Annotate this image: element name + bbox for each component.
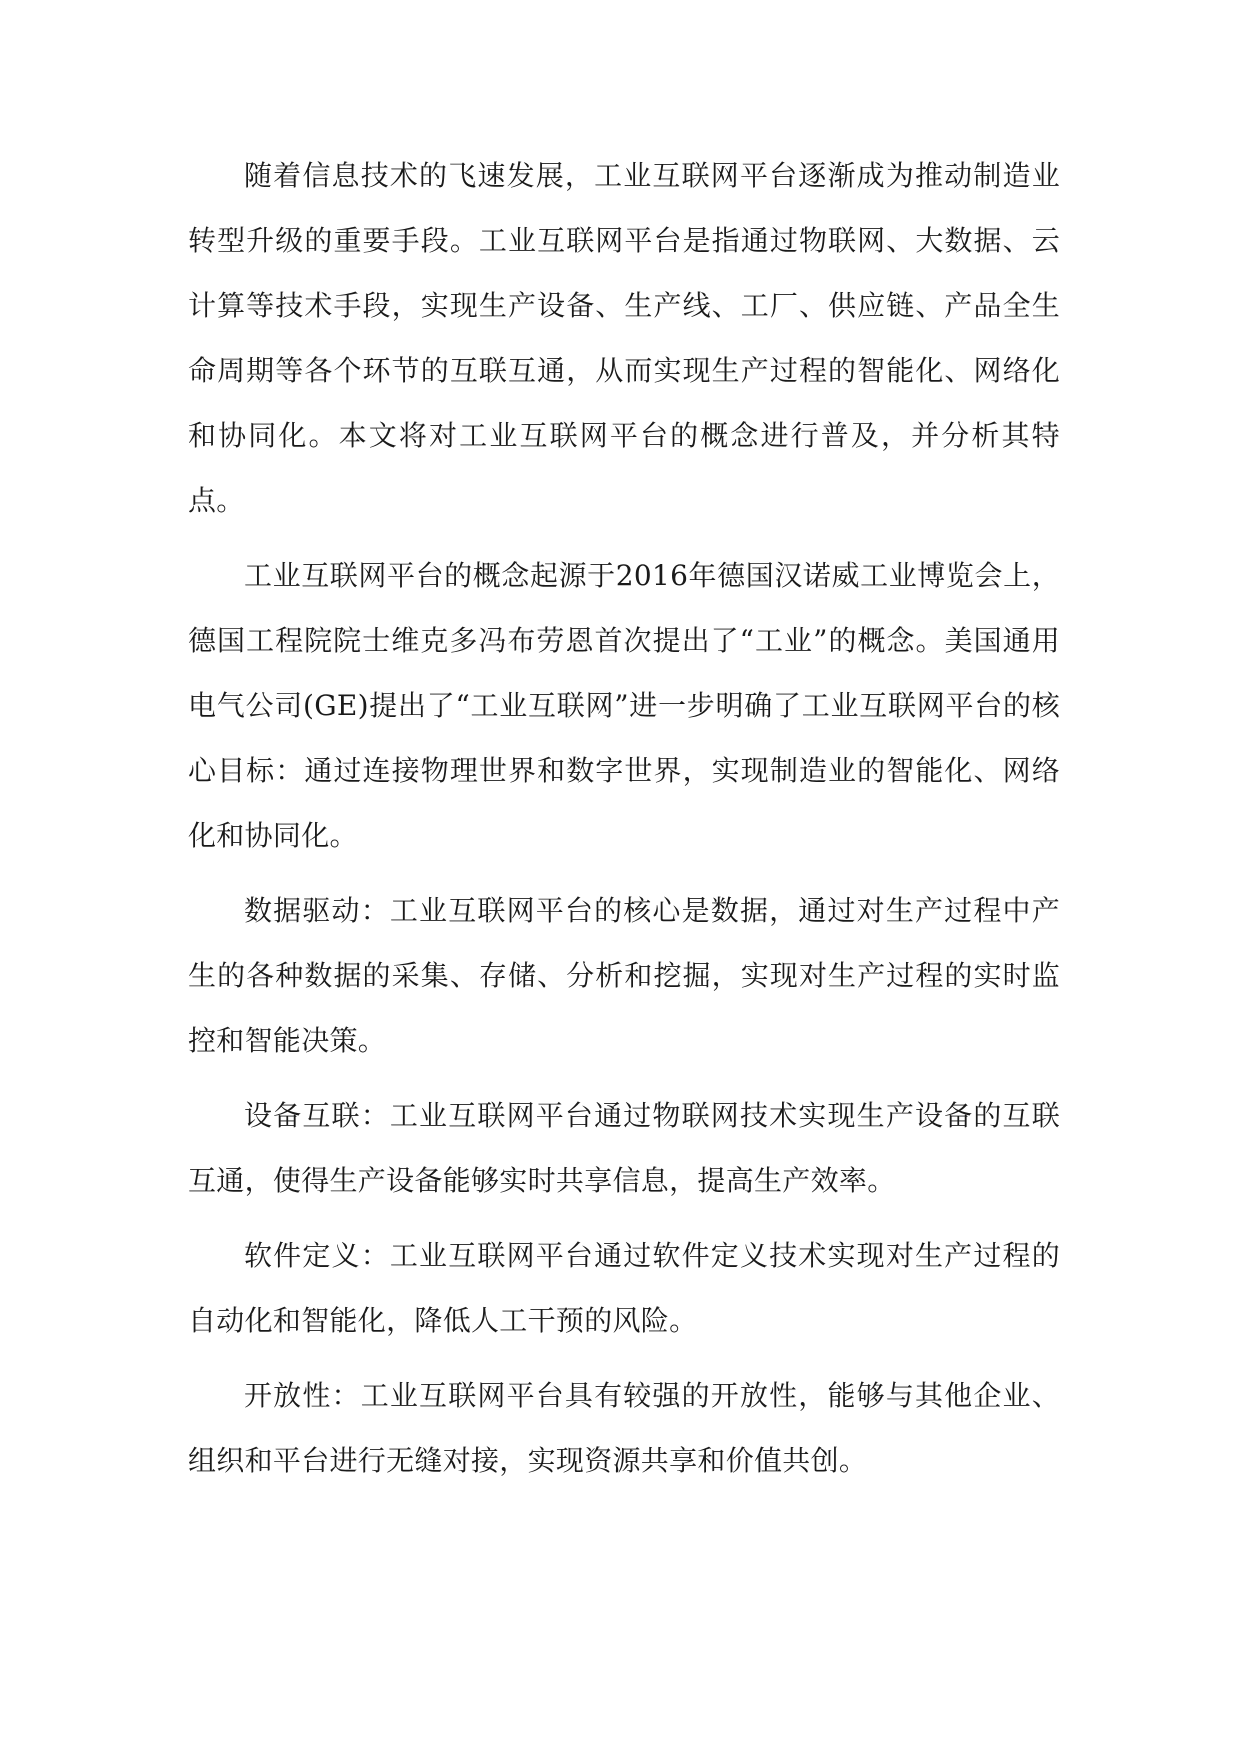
document-body — [188, 143, 1060, 1503]
paragraph-openness: 开放性：工业互联网平台具有较强的开放性，能够与其他企业、组织和平台进行无缝对接，实现资源共享和价值共创。 — [188, 1379, 1060, 1477]
paragraph-data-driven: 数据驱动：工业互联网平台的核心是数据，通过对生产过程中产生的各种数据的采集、存储、分析和挖掘，实现对生产过程的实时监控和智能决策。 — [188, 894, 1060, 1057]
paragraph-intro: 随着信息技术的飞速发展，工业互联网平台逐渐成为推动制造业转型升级的重要手段。工业互联网平台是指通过物联网、大数据、云计算等技术手段，实现生产设备、生产线、工厂、供应链、产品全生命周期等各个环节的互联互通，从而实现生产过程的智能化、网络化和协同化。本文将对工业互联网平台的概念进行普及，并分析其特点。 — [188, 159, 1060, 517]
paragraph-software-defined: 软件定义：工业互联网平台通过软件定义技术实现对生产过程的自动化和智能化，降低人工干预的风险。 — [188, 1239, 1060, 1337]
paragraph-origin: 工业互联网平台的概念起源于2016年德国汉诺威工业博览会上，德国工程院院士维克多冯布劳恩首次提出了“工业”的概念。美国通用电气公司(GE)提出了“工业互联网”进一步明确了工业互联网平台的核心目标：通过连接物理世界和数字世界，实现制造业的智能化、网络化和协同化。 — [188, 559, 1060, 852]
paragraph-device-interconnection: 设备互联：工业互联网平台通过物联网技术实现生产设备的互联互通，使得生产设备能够实时共享信息，提高生产效率。 — [188, 1099, 1060, 1197]
